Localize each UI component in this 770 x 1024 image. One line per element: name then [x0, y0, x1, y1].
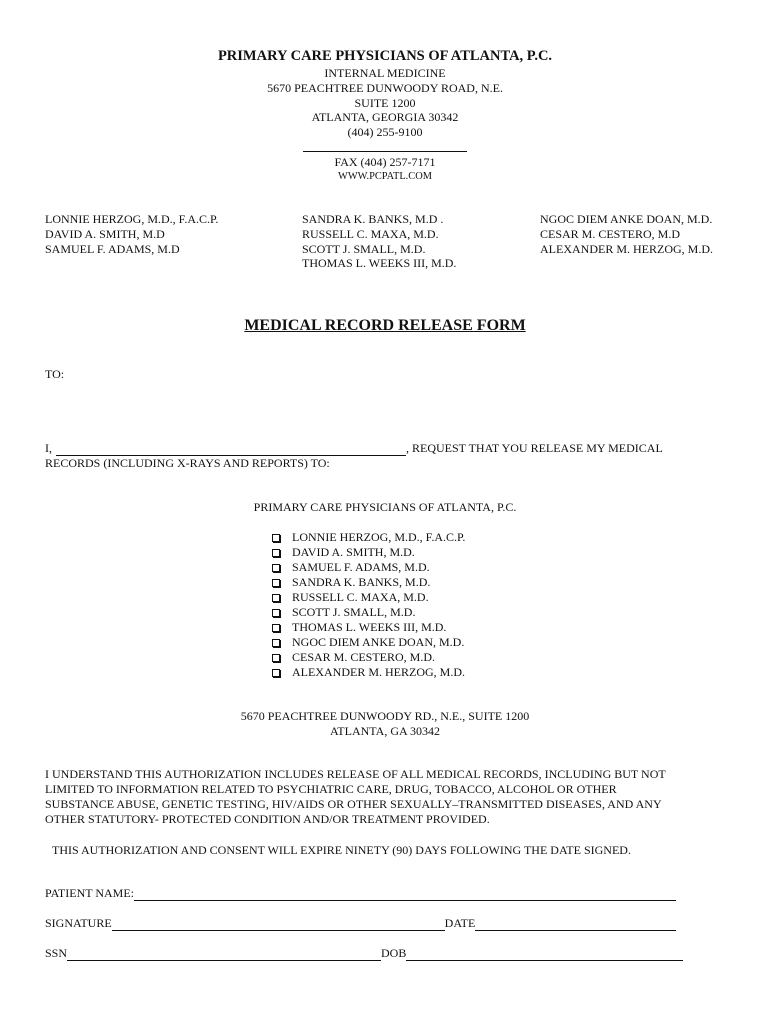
physician-name: SCOTT J. SMALL, M.D.: [302, 241, 426, 256]
physician-checklist: [272, 530, 465, 680]
physician-name: SAMUEL F. ADAMS, M.D: [45, 241, 180, 256]
signature-row: [45, 916, 676, 931]
dob-label: DOB: [381, 946, 407, 960]
authorization-line: SUBSTANCE ABUSE, GENETIC TESTING, HIV/AIDS OR OTHER SEXUALLY–TRANSMITTED DISEASES, AND ANY: [45, 797, 662, 811]
header-divider: [303, 151, 467, 152]
fax-number: FAX (404) 257-7171: [334, 155, 436, 169]
ssn-dob-row: [45, 946, 683, 961]
phone-number: (404) 255-9100: [347, 125, 423, 139]
ssn-field[interactable]: [67, 949, 381, 961]
to-label: TO:: [45, 367, 65, 381]
physician-name: SANDRA K. BANKS, M.D .: [302, 212, 444, 226]
checklist-item: [272, 650, 465, 665]
checklist-item: [272, 545, 465, 560]
recipient-name: PRIMARY CARE PHYSICIANS OF ATLANTA, P.C.: [253, 500, 517, 514]
physician-name: CESAR M. CESTERO, M.D: [540, 226, 681, 241]
address-line-2: SUITE 1200: [354, 96, 416, 110]
checklist-label: ALEXANDER M. HERZOG, M.D.: [292, 665, 465, 679]
checkbox[interactable]: [272, 594, 280, 602]
authorization-line: LIMITED TO INFORMATION RELATED TO PSYCHIATRIC CARE, DRUG, TOBACCO, ALCOHOL OR OTHER: [45, 782, 617, 796]
checklist-item: [272, 560, 465, 575]
checklist-label: NGOC DIEM ANKE DOAN, M.D.: [292, 635, 465, 649]
specialty: INTERNAL MEDICINE: [324, 66, 446, 80]
request-prefix: I,: [45, 441, 52, 455]
patient-name-label: PATIENT NAME:: [45, 886, 135, 900]
checklist-label: CESAR M. CESTERO, M.D.: [292, 650, 436, 664]
checklist-label: DAVID A. SMITH, M.D.: [292, 545, 415, 559]
recipient-address-2: ATLANTA, GA 30342: [329, 724, 441, 738]
website: WWW.PCPATL.COM: [338, 171, 432, 182]
checklist-label: SANDRA K. BANKS, M.D.: [292, 575, 431, 589]
city-state-zip: ATLANTA, GEORGIA 30342: [311, 110, 459, 124]
checklist-item: [272, 620, 465, 635]
form-title: MEDICAL RECORD RELEASE FORM: [244, 317, 526, 334]
checklist-item: [272, 575, 465, 590]
patient-name-field[interactable]: [134, 889, 676, 901]
checkbox[interactable]: [272, 564, 280, 572]
checkbox[interactable]: [272, 609, 280, 617]
physician-name: LONNIE HERZOG, M.D., F.A.C.P.: [45, 212, 219, 226]
checkbox[interactable]: [272, 549, 280, 557]
physician-name: DAVID A. SMITH, M.D: [45, 226, 165, 241]
physician-name: THOMAS L. WEEKS III, M.D.: [302, 256, 457, 271]
checkbox[interactable]: [272, 654, 280, 662]
authorization-line: OTHER STATUTORY- PROTECTED CONDITION AND/OR TREATMENT PROVIDED.: [45, 812, 490, 826]
physician-name: ALEXANDER M. HERZOG, M.D.: [540, 241, 713, 256]
expiration-notice: THIS AUTHORIZATION AND CONSENT WILL EXPIRE NINETY (90) DAYS FOLLOWING THE DATE SIGNED.: [52, 843, 631, 857]
checkbox[interactable]: [272, 624, 280, 632]
recipient-address-1: 5670 PEACHTREE DUNWOODY RD., N.E., SUITE 1200: [240, 709, 530, 723]
physician-name: RUSSELL C. MAXA, M.D.: [302, 226, 439, 241]
checkbox[interactable]: [272, 639, 280, 647]
patient-name-row: [45, 886, 676, 901]
physicians-column-2: [302, 212, 456, 271]
date-label: DATE: [444, 916, 476, 930]
request-statement: [45, 441, 663, 456]
checklist-label: LONNIE HERZOG, M.D., F.A.C.P.: [292, 530, 466, 544]
physicians-column-1: [45, 212, 218, 256]
address-line-1: 5670 PEACHTREE DUNWOODY ROAD, N.E.: [267, 81, 503, 95]
ssn-label: SSN: [45, 946, 68, 960]
checklist-item: [272, 530, 465, 545]
authorization-paragraph: [45, 767, 735, 827]
checklist-item: [272, 665, 465, 680]
checkbox[interactable]: [272, 579, 280, 587]
signature-label: SIGNATURE: [45, 916, 112, 930]
checklist-label: SCOTT J. SMALL, M.D.: [292, 605, 416, 619]
checklist-item: [272, 635, 465, 650]
checkbox[interactable]: [272, 669, 280, 677]
checklist-item: [272, 605, 465, 620]
authorization-line: I UNDERSTAND THIS AUTHORIZATION INCLUDES RELEASE OF ALL MEDICAL RECORDS, INCLUDING BUT NOT: [45, 767, 666, 781]
request-line-2: RECORDS (INCLUDING X-RAYS AND REPORTS) TO:: [45, 456, 330, 470]
checklist-item: [272, 590, 465, 605]
checklist-label: SAMUEL F. ADAMS, M.D.: [292, 560, 430, 574]
date-field[interactable]: [475, 919, 676, 931]
dob-field[interactable]: [406, 949, 683, 961]
patient-name-request-field[interactable]: [56, 444, 406, 456]
signature-field[interactable]: [112, 919, 445, 931]
checklist-label: THOMAS L. WEEKS III, M.D.: [292, 620, 447, 634]
checklist-label: RUSSELL C. MAXA, M.D.: [292, 590, 429, 604]
physician-name: NGOC DIEM ANKE DOAN, M.D.: [540, 212, 713, 226]
checkbox[interactable]: [272, 534, 280, 542]
physicians-column-3: [540, 212, 713, 256]
practice-name: PRIMARY CARE PHYSICIANS OF ATLANTA, P.C.: [217, 48, 553, 64]
request-suffix: , REQUEST THAT YOU RELEASE MY MEDICAL: [406, 441, 663, 455]
